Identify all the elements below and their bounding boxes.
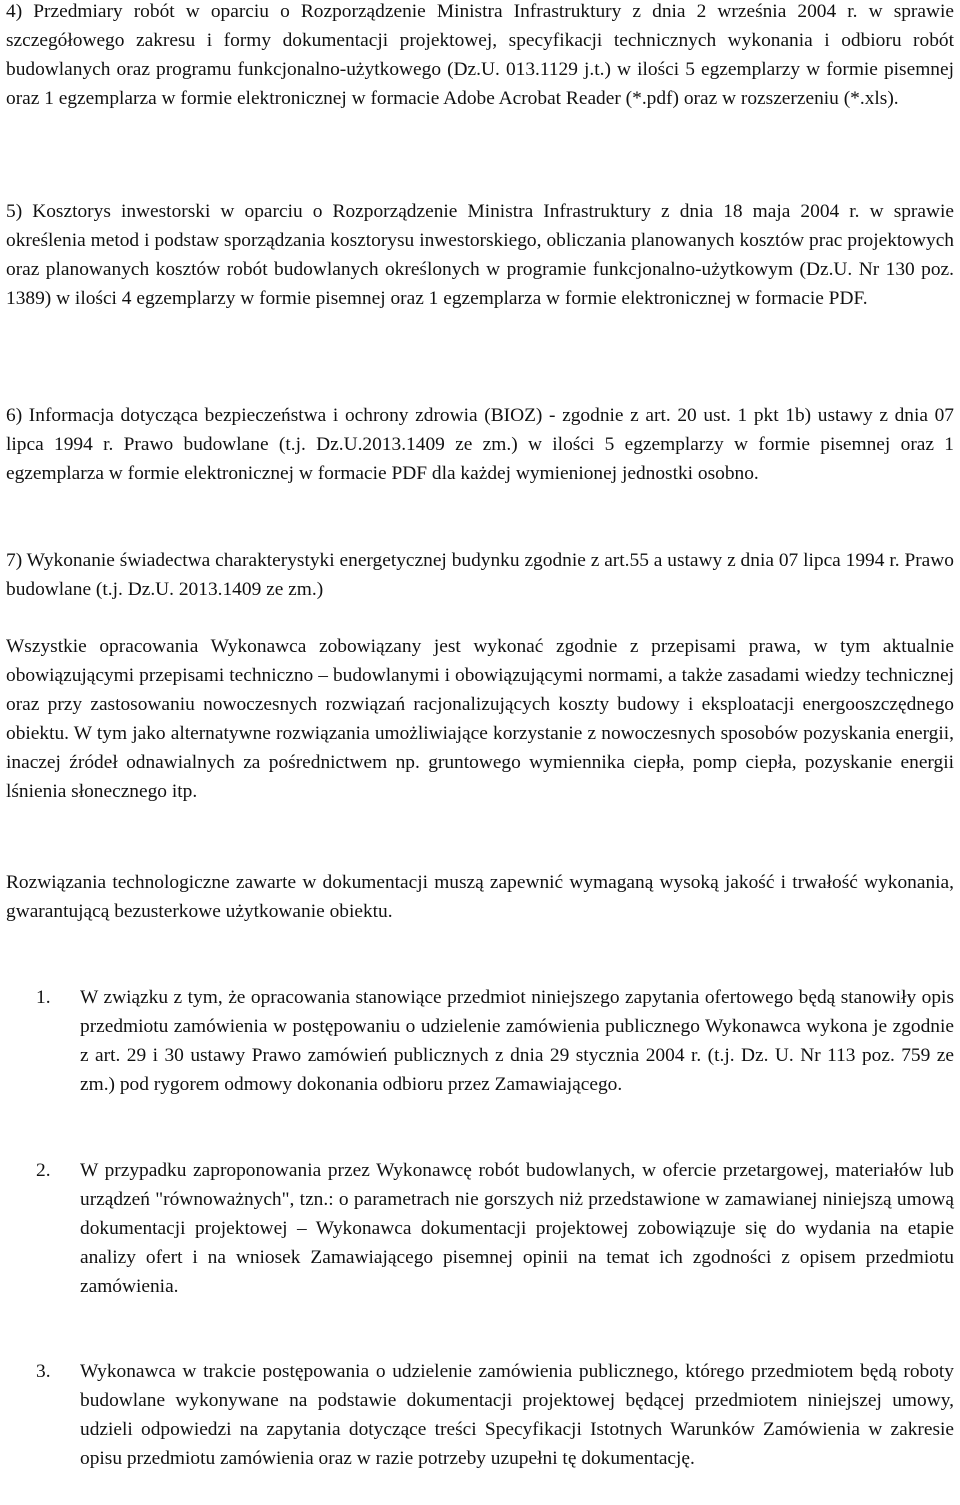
paragraph-item-6: 6) Informacja dotycząca bezpieczeństwa i ochrony zdrowia (BIOZ) - zgodnie z art. 20 ust. 1 pkt 1b) ustawy z dnia 07 lipca 1994 r. Prawo budowlane (t.j. Dz.U.2013.1409 ze zm.) w ilości 5 egzemplarzy w formie pisemnej oraz 1 egzemplarza w formie elektronicznej w formacie PDF dla każdej wymienionej jednostki osobno. [6, 405, 954, 484]
paragraph-item-5: 5) Kosztorys inwestorski w oparciu o Rozporządzenie Ministra Infrastruktury z dnia 18 maja 2004 r. w sprawie określenia metod i podstaw sporządzania kosztorysu inwestorskiego, obliczania planowanych kosztów prac projektowych oraz planowanych kosztów robót budowlanych określonych w programie funkcjonalno-użytkowym (Dz.U. Nr 130 poz. 1389) w ilości 4 egzemplarzy w formie pisemnej oraz 1 egzemplarza w formie elektronicznej w formacie PDF. [6, 201, 954, 309]
list-item-text: W związku z tym, że opracowania stanowiące przedmiot niniejszego zapytania ofertowego będą stanowiły opis przedmiotu zamówienia w postępowaniu o udzielenie zamówienia publicznego Wykonawca wykona je zgodnie z art. 29 i 30 ustawy Prawo zamówień publicznych z dnia 29 stycznia 2004 r. (t.j. Dz. U. Nr 113 poz. 759 ze zm.) pod rygorem odmowy dokonania odbioru przez Zamawiającego. [80, 987, 954, 1095]
list-item-text: Wykonawca w trakcie postępowania o udzielenie zamówienia publicznego, którego przedmiotem będą roboty budowlane wykonywane na podstawie dokumentacji projektowej będącej przedmiotem niniejszej umowy, udzieli odpowiedzi na zapytania dotyczące treści Specyfikacji Istotnych Warunków Zamówienia w zakresie opisu przedmiotu zamówienia oraz w razie potrzeby uzupełni tę dokumentację. [80, 1361, 954, 1469]
list-item-number: 1. [36, 987, 51, 1008]
paragraph-technology: Rozwiązania technologiczne zawarte w dokumentacji muszą zapewnić wymaganą wysoką jakość i trwałość wykonania, gwarantującą bezusterkowe użytkowanie obiektu. [6, 872, 954, 922]
paragraph-requirements: Wszystkie opracowania Wykonawca zobowiązany jest wykonać zgodnie z przepisami prawa, w tym aktualnie obowiązującymi przepisami techniczno – budowlanymi i obowiązującymi normami, a także zasadami wiedzy technicznej oraz przy zastosowaniu nowoczesnych rozwiązań racjonalizujących koszty budowy i eksploatacji energooszczędnego obiektu. W tym jako alternatywne rozwiązania umożliwiające korzystanie z nowoczesnych sposobów pozyskania energii, inaczej źródeł odnawialnych za pośrednictwem np. gruntowego wymiennika ciepła, pomp ciepła, pozyskanie energii lśnienia słonecznego itp. [6, 636, 954, 802]
list-item-number: 2. [36, 1160, 51, 1181]
paragraph-item-7: 7) Wykonanie świadectwa charakterystyki energetycznej budynku zgodnie z art.55 a ustawy z dnia 07 lipca 1994 r. Prawo budowlane (t.j. Dz.U. 2013.1409 ze zm.) [6, 550, 954, 600]
paragraph-item-4: 4) Przedmiary robót w oparciu o Rozporządzenie Ministra Infrastruktury z dnia 2 września 2004 r. w sprawie szczegółowego zakresu i formy dokumentacji projektowej, specyfikacji technicznych wykonania i odbioru robót budowlanych oraz programu funkcjonalno-użytkowego (Dz.U. 013.1129 j.t.) w ilości 5 egzemplarzy w formie pisemnej oraz 1 egzemplarza w formie elektronicznej w formacie Adobe Acrobat Reader (*.pdf) oraz w rozszerzeniu (*.xls). [6, 1, 954, 109]
list-item-text: W przypadku zaproponowania przez Wykonawcę robót budowlanych, w ofercie przetargowej, materiałów lub urządzeń "równoważnych", tzn.: o parametrach nie gorszych niż przedstawione w zamawianej niniejszą umową dokumentacji projektowej – Wykonawca dokumentacji projektowej zobowiązuje się do wydania na etapie analizy ofert i na wniosek Zamawiającego pisemnej opinii na temat ich zgodności z opisem przedmiotu zamówienia. [80, 1160, 954, 1297]
list-item-number: 3. [36, 1361, 51, 1382]
